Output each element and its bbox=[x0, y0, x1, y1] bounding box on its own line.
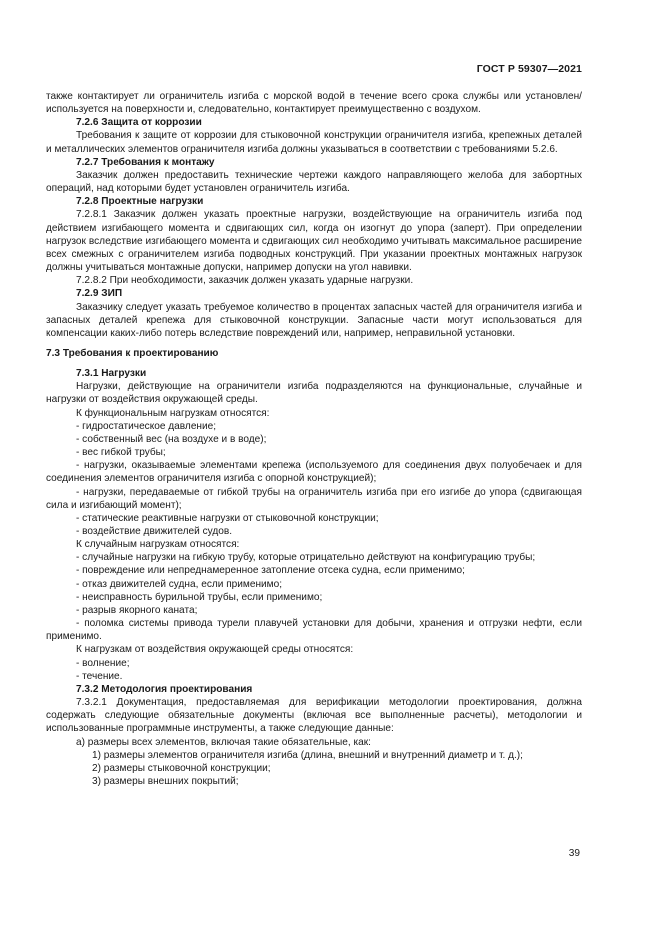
heading-7-2-6: 7.2.6 Защита от коррозии bbox=[76, 117, 202, 129]
list-item-a: а) размеры всех элементов, включая такие обязательные, как: bbox=[76, 736, 371, 748]
paragraph: 7.3.2.1 Документация, предоставляемая для верификации методологии проектирования, должна содержать следующие обязательные документы (включая все выполненные расчеты), методологии и использованные программные инструменты, а также следующие данные: bbox=[46, 697, 582, 735]
list-item-2: 2) размеры стыковочной конструкции; bbox=[92, 762, 271, 774]
list-item: - волнение; bbox=[76, 657, 130, 669]
list-item: - неисправность бурильной трубы, если применимо; bbox=[76, 591, 323, 603]
paragraph: 7.2.8.2 При необходимости, заказчик должен указать ударные нагрузки. bbox=[76, 275, 414, 287]
continuation-paragraph: также контактирует ли ограничитель изгиба с морской водой в течение всего срока службы или установлен/используется на поверхности и, следовательно, контактирует преимущественно с воздухом. bbox=[46, 91, 582, 116]
list-item: - поломка системы привода турели плавучей установки для добычи, хранения и отгрузки нефти, если применимо. bbox=[46, 618, 582, 643]
section-gap bbox=[46, 360, 582, 367]
list-item: - течение. bbox=[76, 670, 123, 682]
heading-7-2-9: 7.2.9 ЗИП bbox=[76, 288, 123, 300]
list-item: - гидростатическое давление; bbox=[76, 420, 217, 432]
list-item: - вес гибкой трубы; bbox=[76, 447, 166, 459]
paragraph: К функциональным нагрузкам относятся: bbox=[76, 407, 270, 419]
paragraph: Заказчику следует указать требуемое количество в процентах запасных частей для ограничителя изгиба и запасных деталей крепежа для стыковочной конструкции. Запасные части могут использоваться для компенсации каких-либо потерь вследствие повреждений или, например, неправильной установки. bbox=[46, 301, 582, 339]
list-item: - повреждение или непреднамеренное затопление отсека судна, если применимо; bbox=[76, 565, 465, 577]
section-gap bbox=[46, 340, 582, 347]
heading-7-3: 7.3 Требования к проектированию bbox=[46, 347, 219, 359]
paragraph: Заказчик должен предоставить технические чертежи каждого направляющего желоба для забортных операций, над которыми будет установлен ограничитель изгиба. bbox=[46, 169, 582, 195]
paragraph: К нагрузкам от воздействия окружающей среды относятся: bbox=[76, 644, 354, 656]
heading-7-2-7: 7.2.7 Требования к монтажу bbox=[76, 156, 215, 168]
heading-7-3-1: 7.3.1 Нагрузки bbox=[76, 368, 147, 380]
list-item: - статические реактивные нагрузки от стыковочной конструкции; bbox=[76, 512, 379, 524]
page-number: 39 bbox=[568, 848, 580, 859]
document-body bbox=[46, 90, 582, 788]
list-item: - случайные нагрузки на гибкую трубу, которые отрицательно действуют на конфигурацию трубы; bbox=[76, 552, 536, 564]
list-item: - воздействие движителей судов. bbox=[76, 526, 232, 537]
list-item: - собственный вес (на воздухе и в воде); bbox=[76, 433, 267, 445]
heading-7-3-2: 7.3.2 Методология проектирования bbox=[76, 683, 253, 695]
heading-7-2-8: 7.2.8 Проектные нагрузки bbox=[76, 196, 204, 208]
list-item: - отказ движителей судна, если применимо; bbox=[76, 578, 283, 590]
paragraph: 7.2.8.1 Заказчик должен указать проектные нагрузки, воздействующие на ограничитель изгиба под действием изгибающего момента и сдвигающих сил, когда он изогнут до упора (заперт). При определении нагрузок вследствие изгибающего момента и сдвигающих сил необходимо учитывать максимальное расширение всех смежных с ограничителем изгиба подводных конструкций. При указании проектных монтажных нагрузок должны учитываться монтажные допуски, например допуски на угол навивки. bbox=[46, 209, 582, 274]
list-item-3: 3) размеры внешних покрытий; bbox=[92, 775, 239, 787]
list-item: - разрыв якорного каната; bbox=[76, 604, 198, 616]
list-item: - нагрузки, оказываемые элементами крепежа (используемого для соединения двух полуобечаек и для соединения элементов ограничителя изгиба с опорной конструкцией); bbox=[46, 460, 582, 485]
list-item: - нагрузки, передаваемые от гибкой трубы на ограничитель изгиба при его изгибе до упора (сдвигающая сила и изгибающий момент); bbox=[46, 486, 582, 511]
standard-designation: ГОСТ Р 59307—2021 bbox=[476, 63, 582, 75]
paragraph: Нагрузки, действующие на ограничители изгиба подразделяются на функциональные, случайные и нагрузки от воздействия окружающей среды. bbox=[46, 381, 582, 406]
paragraph: К случайным нагрузкам относятся: bbox=[76, 539, 240, 551]
paragraph: Требования к защите от коррозии для стыковочной конструкции ограничителя изгиба, крепежных деталей и металлических элементов ограничителя изгиба должны указываться в соответствии с требованиями 5.2.6. bbox=[46, 130, 582, 155]
list-item-1: 1) размеры элементов ограничителя изгиба (длина, внешний и внутренний диаметр и т. д.); bbox=[92, 749, 523, 761]
